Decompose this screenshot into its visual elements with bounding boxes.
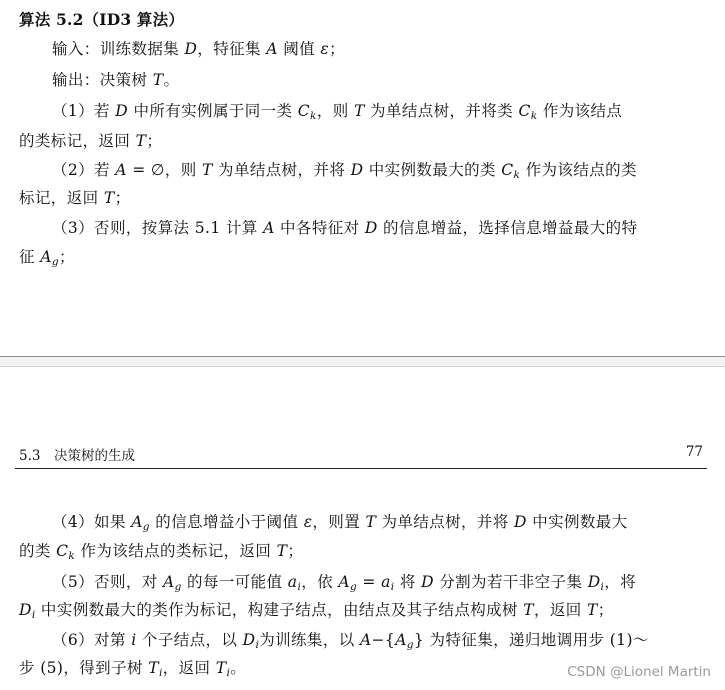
step-4-line-1 [52,512,628,537]
text-segment: 作为该结点 [537,102,623,120]
math-symbol: D [242,631,256,649]
math-symbol: T [201,161,213,179]
text-segment: ； [114,189,131,207]
math-symbol: D [350,161,364,179]
text-segment: ； [329,40,345,58]
text-segment: ，特征集 [197,40,267,58]
text-segment: 的类 [19,542,57,560]
text-segment: 中实例数最大的类 [363,161,502,179]
math-symbol: ε [303,513,313,531]
text-segment: （3）否则，按算法 5.1 计算 [52,219,264,237]
step-6-line-2 [19,658,246,683]
text-segment: （2）若 [52,161,116,179]
math-symbol: T [152,71,164,89]
math-symbol: A [359,631,372,649]
math-symbol: D [514,513,527,531]
math-subscript: i [226,667,231,679]
text-segment: 的每一可能值 [181,573,288,591]
math-subscript: k [68,550,76,562]
math-symbol: T [365,513,377,531]
math-symbol: D [184,40,198,58]
math-subscript: i [158,667,163,679]
math-symbol: ε [320,40,330,58]
math-symbol: a [381,573,391,591]
step-6-line-1 [52,630,649,655]
math-subscript: g [174,581,182,593]
text-segment: ，依 [301,573,339,591]
text-segment: 作为该结点的类标记，返回 [75,542,277,560]
text-segment: 将 [394,573,422,591]
text-segment: ，则置 [312,513,366,531]
math-symbol: T [215,659,227,677]
page-separator [0,356,725,367]
math-subscript: g [142,521,150,533]
text-segment: 标记，返回 [19,189,104,207]
math-symbol: a [287,573,298,591]
math-symbol: i [131,631,137,649]
text-segment: = [357,573,382,591]
math-symbol: T [103,189,115,207]
math-symbol: A [338,573,350,591]
step-1-line-2 [19,131,162,151]
text-segment: 为单结点树，并将 [212,161,351,179]
text-segment: 阈值 [277,40,321,58]
text-segment: ； [287,542,304,560]
text-segment: 中各特征对 [274,219,365,237]
text-segment: ，则 [316,102,354,120]
text-segment: ； [58,248,75,266]
text-segment: 征 [19,248,41,266]
math-symbol: D [364,219,378,237]
text-segment: ，返回 [534,601,588,619]
text-segment: 的类标记，返回 [19,132,136,150]
math-symbol: C [518,102,531,120]
running-header-section: 5.3 决策树的生成 [19,448,135,464]
math-symbol: T [587,601,598,619]
step-2-line-2 [19,188,130,208]
text-segment: 步 (5)，得到子树 [19,659,149,677]
math-symbol: T [135,132,147,150]
math-subscript: k [530,110,538,122]
math-symbol: D [19,601,32,619]
page-number: 77 [685,444,703,460]
math-subscript: g [51,256,59,268]
step-3-line-1 [52,218,637,238]
text-segment: （6）对第 [52,631,132,649]
math-subscript: i [31,609,36,621]
math-symbol: D [587,573,601,591]
text-segment: 为单结点树，并将 [376,513,515,531]
text-segment: 分割为若干非空子集 [433,573,588,591]
text-segment: } 为特征集，递归地调用步 (1)～ [413,631,649,649]
text-segment: 中实例数最大 [526,513,628,531]
text-segment: （1）若 [52,102,116,120]
math-symbol: A [266,40,278,58]
text-segment: −{ [371,631,396,649]
math-symbol: T [276,542,288,560]
text-segment: 作为该结点的类 [520,161,637,179]
algorithm-title: 算法 5.2（ID3 算法） [19,10,185,29]
math-symbol: A [163,573,175,591]
step-5-line-2 [19,600,614,625]
text-segment: 为单结点树，并将类 [364,102,519,120]
text-segment: ，返回 [162,659,216,677]
text-segment: 中所有实例属于同一类 [128,102,298,120]
math-symbol: A [263,219,275,237]
math-subscript: i [600,581,605,593]
input-line [52,39,345,59]
text-segment: 输入：训练数据集 [52,40,185,58]
math-subscript: k [513,169,521,181]
text-segment: 个子结点，以 [136,631,243,649]
text-segment: 的信息增益，选择信息增益最大的特 [377,219,638,237]
math-symbol: C [297,102,311,120]
math-subscript: g [406,639,414,651]
text-segment: ，将 [604,573,637,591]
step-4-line-2 [19,541,303,566]
text-segment: 输出：决策树 [52,71,153,89]
math-symbol: D [115,102,129,120]
csdn-watermark: CSDN @Lionel Martin [567,664,711,680]
step-1-line-1 [52,101,622,126]
math-symbol: T [148,659,159,677]
text-segment: （4）如果 [52,513,132,531]
math-symbol: C [56,542,69,560]
math-symbol: A [395,631,407,649]
math-subscript: i [297,581,302,593]
math-symbol: A [40,248,52,266]
header-rule [15,468,707,469]
text-segment: 。 [230,659,247,677]
text-segment: = ∅，则 [126,161,202,179]
text-segment: ； [146,132,163,150]
step-5-line-1 [52,572,636,597]
text-segment: 中实例数最大的类作为标记，构建子结点，由结点及其子结点构成树 [35,601,524,619]
math-symbol: C [501,161,514,179]
math-symbol: T [523,601,534,619]
output-line [52,70,179,90]
text-segment: 。 [163,71,180,89]
text-segment: ； [597,601,614,619]
step-2-line-1 [52,160,637,185]
text-segment: 为训练集，以 [259,631,360,649]
text-segment: 的信息增益小于阈值 [149,513,304,531]
math-subscript: k [310,110,317,122]
step-3-line-2 [19,247,75,272]
math-symbol: D [421,573,434,591]
math-symbol: T [353,102,365,120]
math-subscript: i [255,639,260,651]
text-segment: （5）否则，对 [52,573,163,591]
math-symbol: A [131,513,143,531]
math-subscript: i [390,581,395,593]
math-symbol: A [115,161,127,179]
math-subscript: g [349,581,358,593]
